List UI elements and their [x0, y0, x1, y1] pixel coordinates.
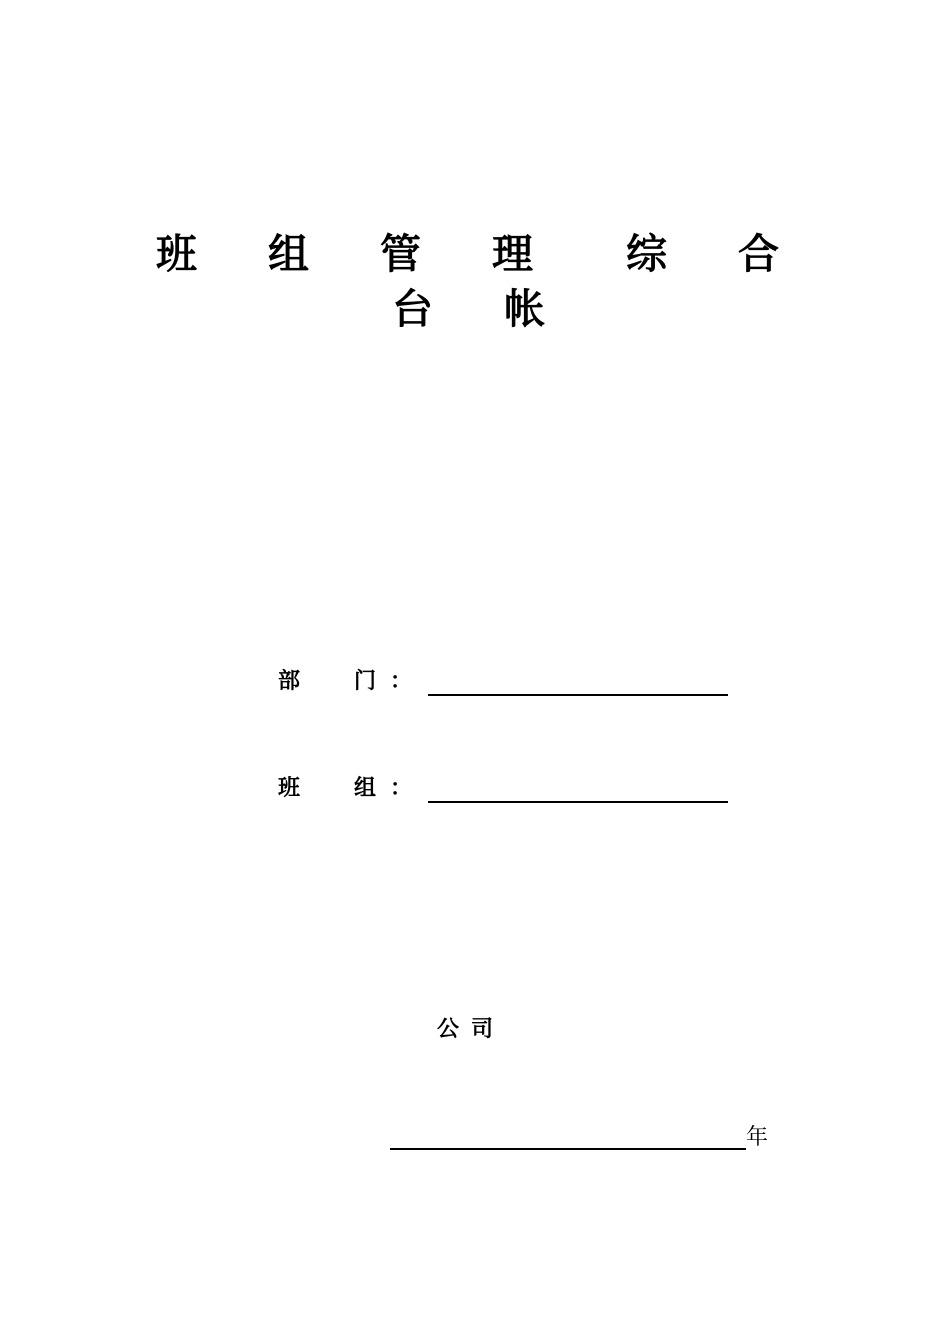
title-char: 管	[380, 230, 421, 278]
year-field	[390, 1120, 790, 1160]
team-field	[278, 773, 738, 813]
title-char: 帐	[504, 285, 545, 333]
department-colon: ：	[390, 669, 413, 694]
year-label: 年	[746, 1125, 769, 1150]
company-label: 公司	[437, 1017, 506, 1042]
document-title-line2	[390, 283, 560, 343]
title-char: 综	[626, 230, 667, 278]
department-label-char: 部	[278, 669, 301, 694]
department-input-line[interactable]	[428, 694, 728, 696]
title-char: 理	[492, 230, 533, 278]
team-colon: ：	[390, 776, 413, 801]
team-label-char: 班	[278, 776, 301, 801]
title-char: 班	[156, 230, 197, 278]
title-char: 组	[268, 230, 309, 278]
year-input-line[interactable]	[390, 1148, 746, 1150]
team-label-char: 组	[354, 776, 377, 801]
title-char: 台	[392, 285, 433, 333]
department-field	[278, 666, 738, 706]
team-input-line[interactable]	[428, 801, 728, 803]
document-title-line1	[150, 228, 790, 288]
title-char: 合	[738, 230, 779, 278]
department-label-char: 门	[354, 669, 377, 694]
